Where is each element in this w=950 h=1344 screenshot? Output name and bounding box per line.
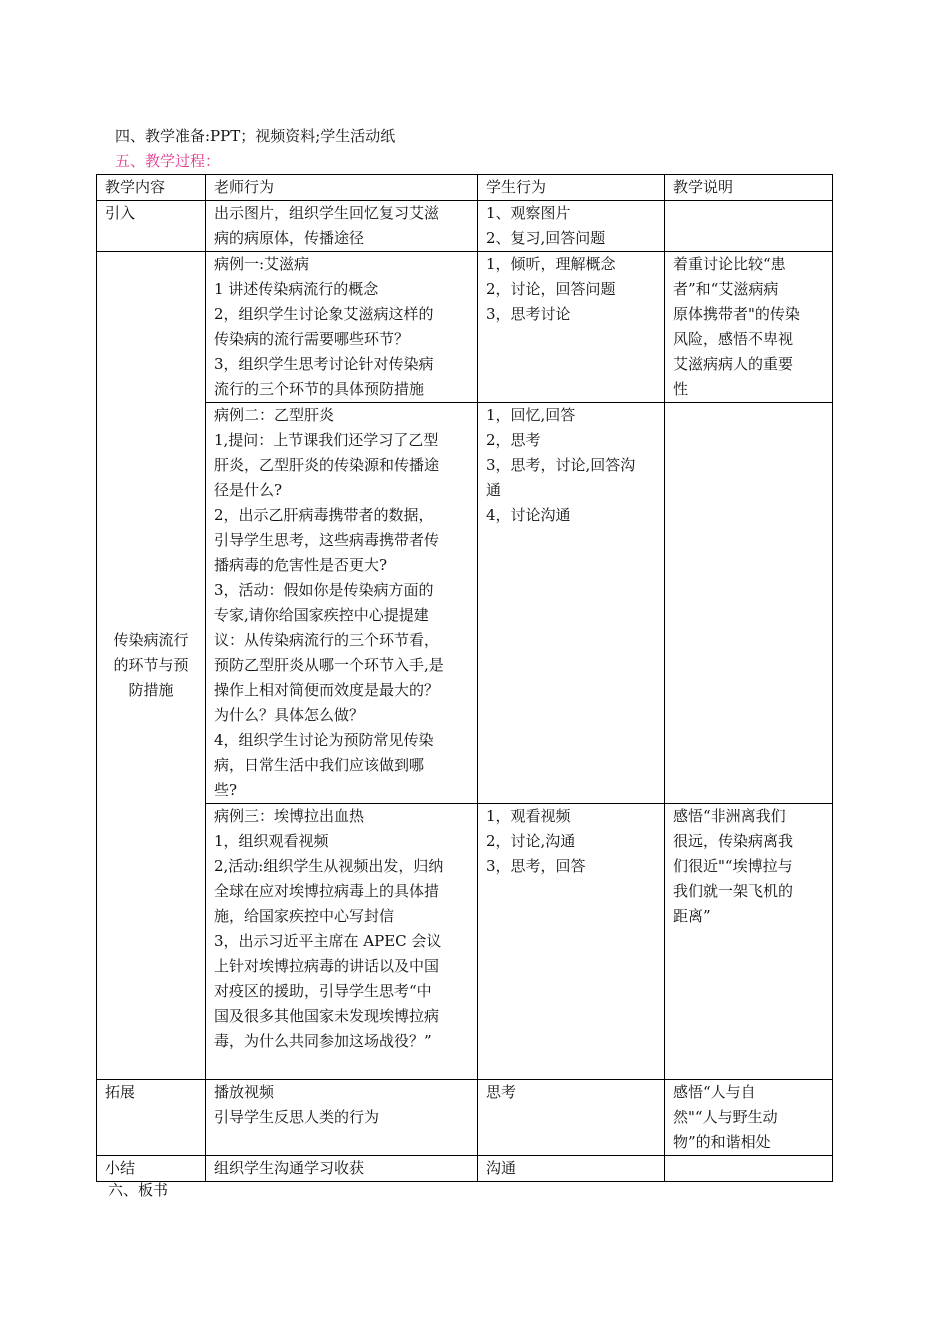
case2-teacher-line: 预防乙型肝炎从哪一个环节入手,是: [214, 656, 444, 674]
expand-teacher-line: 播放视频: [214, 1083, 275, 1101]
case1-teacher-line: 传染病的流行需要哪些环节？: [214, 330, 410, 348]
case2-teacher-line: 3，活动：假如你是传染病方面的: [214, 581, 434, 599]
case1-note-line: 着重讨论比较“患: [673, 255, 786, 273]
case1-note-line: 原体携带者"的传染: [673, 305, 800, 323]
table-row-case-1: [97, 252, 833, 403]
summary-teacher-line: 组织学生沟通学习收获: [214, 1159, 365, 1177]
case1-note-line: 者”和“艾滋病病: [673, 280, 779, 298]
expand-note-line: 感悟“人与自: [673, 1083, 756, 1101]
case2-student-line: 3，思考，讨论,回答沟: [486, 456, 636, 474]
case3-teacher-line: 全球在应对埃博拉病毒上的具体措: [214, 882, 440, 900]
expand-teacher-line: 引导学生反思人类的行为: [214, 1108, 380, 1126]
case3-teacher-line: 施，给国家疾控中心写封信: [214, 907, 395, 925]
case2-teacher-line: 引导学生思考，这些病毒携带者传: [214, 531, 440, 549]
case3-teacher-line: 1，组织观看视频: [214, 832, 329, 850]
header-note: 教学说明: [665, 175, 833, 201]
intro-content-cell: 引入: [97, 201, 206, 252]
lesson-plan-table: [96, 174, 833, 1182]
case3-teacher-line: 2,活动:组织学生从视频出发，归纳: [214, 857, 444, 875]
case2-note-cell: [665, 403, 833, 804]
table-header-row: [97, 175, 833, 201]
case2-teacher-line: 为什么？具体怎么做？: [214, 706, 365, 724]
case1-note-line: 性: [673, 380, 689, 398]
section-content-line: 传染病流行: [113, 631, 189, 649]
case3-teacher-line: 病例三：埃博拉出血热: [214, 807, 365, 825]
table-row-case-2: [97, 403, 833, 804]
case2-student-line: 通: [486, 481, 502, 499]
case1-note-line: 艾滋病病人的重要: [673, 355, 794, 373]
table-row-expand: [97, 1080, 833, 1156]
intro-student-line: 2、复习,回答问题: [486, 229, 606, 247]
section-content-line: 防措施: [128, 681, 174, 699]
intro-student-line: 1、观察图片: [486, 204, 571, 222]
case3-note-cell: [665, 804, 833, 1080]
header-teacher: 老师行为: [206, 175, 478, 201]
case1-teacher-line: 1 讲述传染病流行的概念: [214, 280, 379, 298]
summary-teacher-cell: [206, 1156, 478, 1182]
case1-teacher-cell: [206, 252, 478, 403]
table-row-summary: [97, 1156, 833, 1182]
section-content-line: 的环节与预: [113, 656, 189, 674]
teaching-prep-line: 四、教学准备:PPT；视频资料;学生活动纸: [115, 127, 396, 145]
case3-student-line: 3，思考，回答: [486, 857, 586, 875]
case1-teacher-line: 流行的三个环节的具体预防措施: [214, 380, 425, 398]
expand-student-cell: [478, 1080, 665, 1156]
section-content-cell: [97, 252, 206, 1080]
case1-note-cell: [665, 252, 833, 403]
intro-teacher-line: 病的病原体，传播途径: [214, 229, 365, 247]
expand-note-line: 物”的和谐相处: [673, 1133, 771, 1151]
header-content: 教学内容: [97, 175, 206, 201]
case1-note-line: 风险，感悟不卑视: [673, 330, 794, 348]
case3-note-line: 们很近"“埃博拉与: [673, 857, 793, 875]
case2-teacher-line: 病例二：乙型肝炎: [214, 406, 335, 424]
summary-content-cell: 小结: [97, 1156, 206, 1182]
header-student: 学生行为: [478, 175, 665, 201]
case3-teacher-line: 国及很多其他国家未发现埃博拉病: [214, 1007, 440, 1025]
case2-teacher-line: 播病毒的危害性是否更大?: [214, 556, 388, 574]
board-heading: 六、板书: [108, 1181, 169, 1199]
case2-teacher-line: 4，组织学生讨论为预防常见传染: [214, 731, 434, 749]
case1-student-line: 3，思考讨论: [486, 305, 571, 323]
expand-note-line: 然"“人与野生动: [673, 1108, 778, 1126]
case2-student-line: 2，思考: [486, 431, 541, 449]
case2-teacher-cell: [206, 403, 478, 804]
case3-student-line: 2，讨论,沟通: [486, 832, 576, 850]
case2-teacher-line: 1,提问：上节课我们还学习了乙型: [214, 431, 439, 449]
case3-teacher-line: 3，出示习近平主席在 APEC 会议: [214, 932, 442, 950]
case2-teacher-line: 径是什么?: [214, 481, 283, 499]
case2-teacher-line: 病，日常生活中我们应该做到哪: [214, 756, 425, 774]
case3-student-cell: [478, 804, 665, 1080]
case2-teacher-line: 肝炎，乙型肝炎的传染源和传播途: [214, 456, 440, 474]
intro-teacher-cell: [206, 201, 478, 252]
case3-teacher-line: 上针对埃博拉病毒的讲话以及中国: [214, 957, 440, 975]
case1-teacher-line: 2，组织学生讨论象艾滋病这样的: [214, 305, 434, 323]
case3-note-line: 距离”: [673, 907, 711, 925]
case2-teacher-line: 专家,请你给国家疾控中心提提建: [214, 606, 429, 624]
expand-note-cell: [665, 1080, 833, 1156]
expand-content-cell: 拓展: [97, 1080, 206, 1156]
expand-student-line: 思考: [486, 1083, 517, 1101]
case3-note-line: 我们就一架飞机的: [673, 882, 794, 900]
case2-teacher-line: 些?: [214, 781, 238, 799]
case2-student-line: 4，讨论沟通: [486, 506, 571, 524]
teaching-process-heading: 五、教学过程：: [115, 152, 221, 170]
table-row-case-3: [97, 804, 833, 1080]
case3-note-line: 很远，传染病离我: [673, 832, 794, 850]
case3-teacher-line: 对疫区的援助，引导学生思考“中: [214, 982, 432, 1000]
case3-teacher-cell: [206, 804, 478, 1080]
summary-student-line: 沟通: [486, 1159, 517, 1177]
summary-note-cell: [665, 1156, 833, 1182]
case1-teacher-line: 病例一:艾滋病: [214, 255, 310, 273]
intro-teacher-line: 出示图片，组织学生回忆复习艾滋: [214, 204, 440, 222]
summary-student-cell: [478, 1156, 665, 1182]
case2-teacher-line: 议：从传染病流行的三个环节看，: [214, 631, 440, 649]
case1-student-cell: [478, 252, 665, 403]
case2-student-cell: [478, 403, 665, 804]
case1-student-line: 2，讨论，回答问题: [486, 280, 616, 298]
case1-student-line: 1，倾听，理解概念: [486, 255, 616, 273]
case2-teacher-line: 2，出示乙肝病毒携带者的数据，: [214, 506, 434, 524]
case2-teacher-line: 操作上相对简便而效度是最大的？: [214, 681, 440, 699]
table-row-intro: [97, 201, 833, 252]
case3-note-line: 感悟“非洲离我们: [673, 807, 786, 825]
intro-student-cell: [478, 201, 665, 252]
case3-student-line: 1，观看视频: [486, 807, 571, 825]
case1-teacher-line: 3，组织学生思考讨论针对传染病: [214, 355, 434, 373]
blank-line: [214, 1054, 469, 1079]
case2-student-line: 1，回忆,回答: [486, 406, 576, 424]
case3-teacher-line: 毒，为什么共同参加这场战役？”: [214, 1032, 432, 1050]
expand-teacher-cell: [206, 1080, 478, 1156]
intro-note-cell: [665, 201, 833, 252]
